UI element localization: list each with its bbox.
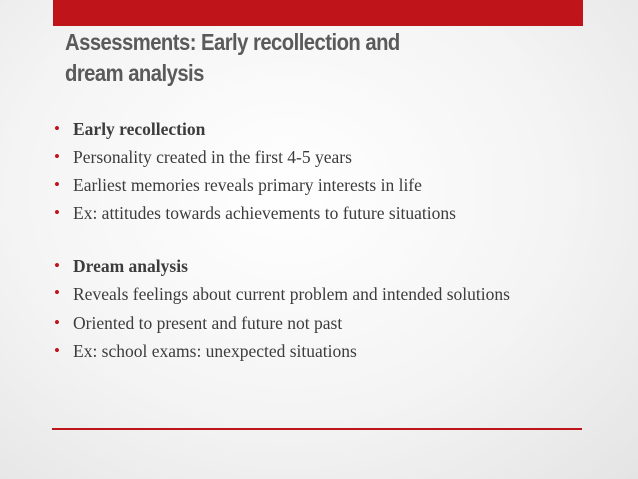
bullet-text: Earliest memories reveals primary interests in life (73, 175, 422, 195)
bullet-text: Ex: attitudes towards achievements to future situations (73, 203, 456, 223)
bullet-text: Reveals feelings about current problem and intended solutions (73, 284, 510, 304)
bullet-icon: • (54, 203, 60, 222)
bullet-icon: • (54, 256, 60, 275)
bullet-item-example-attitudes (52, 199, 552, 227)
bullet-item-dream-analysis (52, 252, 552, 280)
bullet-item-reveals-feelings (52, 280, 552, 309)
bullet-item-oriented-present (52, 309, 552, 337)
bullet-text: Oriented to present and future not past (73, 313, 343, 333)
bullet-icon: • (54, 341, 60, 360)
bullet-text: Personality created in the first 4-5 years (73, 147, 352, 167)
bullet-icon: • (54, 175, 60, 194)
bullet-text: Dream analysis (73, 256, 188, 276)
slide-title-line-1: Assessments: Early recollection and (65, 29, 400, 55)
top-accent-bar (53, 0, 583, 26)
bullet-icon: • (54, 313, 60, 332)
bullet-icon: • (54, 283, 60, 302)
slide-title-line-2: dream analysis (65, 60, 204, 86)
slide-title (65, 27, 523, 89)
bullet-list (52, 115, 552, 365)
bullet-icon: • (54, 119, 60, 138)
bullet-item-earliest-memories (52, 171, 552, 199)
bullet-icon: • (54, 147, 60, 166)
bottom-divider (52, 428, 582, 430)
bullet-item-early-recollection (52, 115, 552, 143)
bullet-text: Early recollection (73, 119, 206, 139)
bullet-text: Ex: school exams: unexpected situations (73, 341, 357, 361)
bullet-item-example-school-exams (52, 337, 552, 365)
bullet-item-personality (52, 143, 552, 171)
